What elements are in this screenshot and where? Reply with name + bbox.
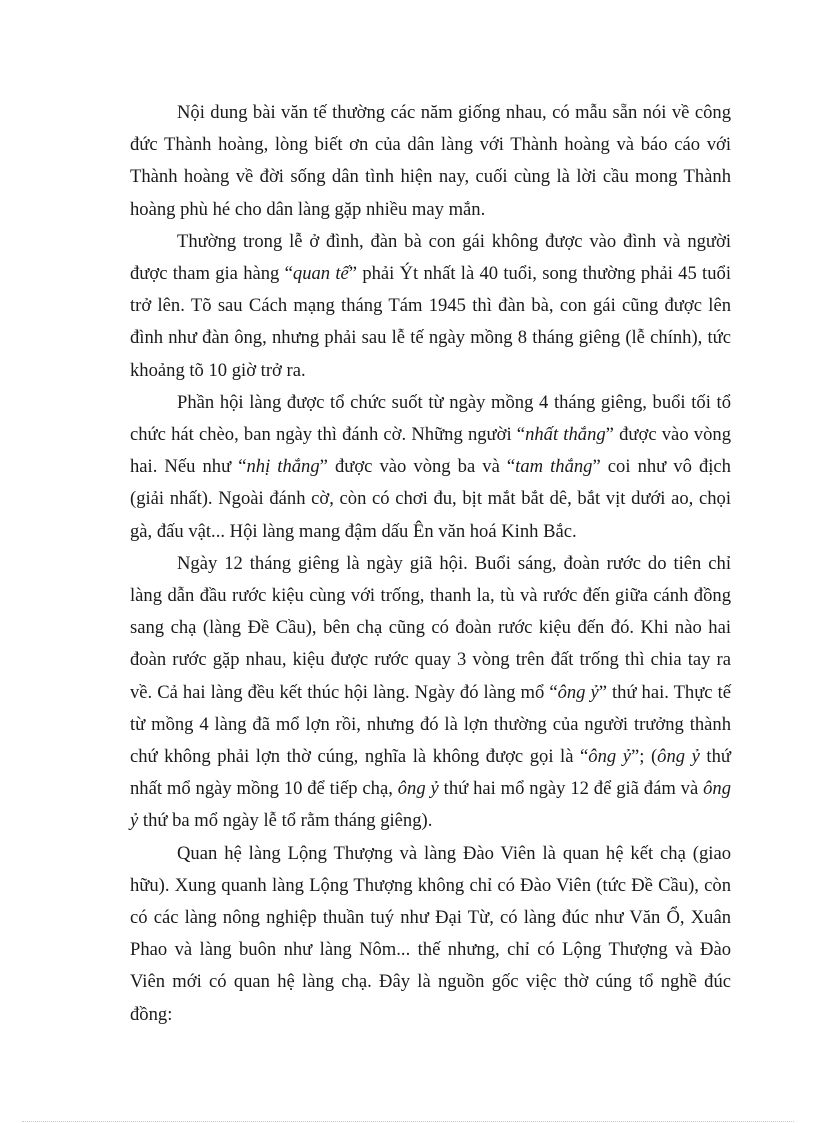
italic-term: nhị thắng [246,456,320,478]
italic-term: ông ỷ [657,746,700,768]
text-run: ” thứ hai. Thực tế từ mồng 4 làng đã mổ lợn rồi, nhưng đó là lợn thường của người trưởng thành chứ không phải lợn thờ cúng, nghĩa là không được gọi là “ [130,681,731,768]
text-run: ” coi như vô địch (giải nhất). Ngoài đánh cờ, còn có chơi đu, bịt mắt bắt dê, bắt vịt dưới ao, chọi gà, đấu vật... Hội làng mang đậm dấu Ên văn hoá Kinh Bắc. [130,456,731,542]
text-run: ” phải Ýt nhất là 40 tuổi, song thường phải 45 tuổi trở lên. Tõ sau Cách mạng tháng Tám 1945 thì đàn bà, con gái cũng được lên đình như đàn ông, nhưng phải sau lễ tế ngày mồng 8 tháng giêng (lễ chính), tức khoảng tõ 10 giờ trở ra. [130,263,731,381]
italic-term: nhất thắng [525,424,606,446]
page-bottom-divider [22,1121,794,1122]
italic-term: quan tế [292,263,349,285]
text-run: ” được vào vòng hai. Nếu như “ [130,424,731,478]
paragraph [130,387,731,548]
italic-term: tam thắng [515,456,593,478]
text-run: thứ nhất mổ ngày mồng 10 để tiếp chạ, [130,746,731,800]
text-run: Thường trong lễ ở đình, đàn bà con gái không được vào đình và người được tham gia hàng “ [130,230,731,285]
document-page [130,97,731,1031]
text-run: ”; ( [631,746,658,768]
text-run: thứ ba mổ ngày lễ tổ rằm tháng giêng). [138,810,433,832]
text-run: Quan hệ làng Lộng Thượng và làng Đào Viên là quan hệ kết chạ (giao hữu). Xung quanh làng Lộng Thượng không chỉ có Đào Viên (tức Đề Cầu), còn có các làng nông nghiệp thuần tuý như Đại Từ, có làng đúc như Văn Ổ, Xuân Phao và làng buôn như làng Nôm... thế nhưng, chỉ có Lộng Thượng và Đào Viên mới có quan hệ làng chạ. Đây là nguồn gốc việc thờ cúng tổ nghề đúc đồng: [130,842,731,1025]
text-run: Nội dung bài văn tế thường các năm giống nhau, có mẫu sẵn nói về công đức Thành hoàng, lòng biết ơn của dân làng với Thành hoàng và báo cáo với Thành hoàng về đời sống dân tình hiện nay, cuối cùng là lời cầu mong Thành hoàng phù hé cho dân làng gặp nhiều may mắn. [130,102,731,220]
paragraph [130,97,731,226]
text-run: Ngày 12 tháng giêng là ngày giã hội. Buổi sáng, đoàn rước do tiên chỉ làng dẫn đầu rước kiệu cùng với trống, thanh la, tù và rước đến giữa cánh đồng sang chạ (làng Đề Cầu), bên chạ cũng có đoàn rước kiệu đến đó. Khi nào hai đoàn rước gặp nhau, kiệu được rước quay 3 vòng trên đất trống thì chia tay ra về. Cả hai làng đều kết thúc hội làng. Ngày đó làng mổ “ [130,552,731,703]
text-run: Phần hội làng được tổ chức suốt từ ngày mồng 4 tháng giêng, buổi tối tổ chức hát chèo, ban ngày thì đánh cờ. Những người “ [130,391,731,446]
italic-term: ông ỷ [130,778,731,832]
paragraph [130,226,731,387]
italic-term: ông ỷ [588,746,631,768]
paragraph [130,838,731,1031]
text-run: thứ hai mổ ngày 12 để giã đám và [438,778,704,800]
paragraph [130,548,731,838]
italic-term: ông ỷ [397,778,439,800]
italic-term: ông ỷ [557,681,599,703]
text-run: ” được vào vòng ba và “ [319,456,516,478]
